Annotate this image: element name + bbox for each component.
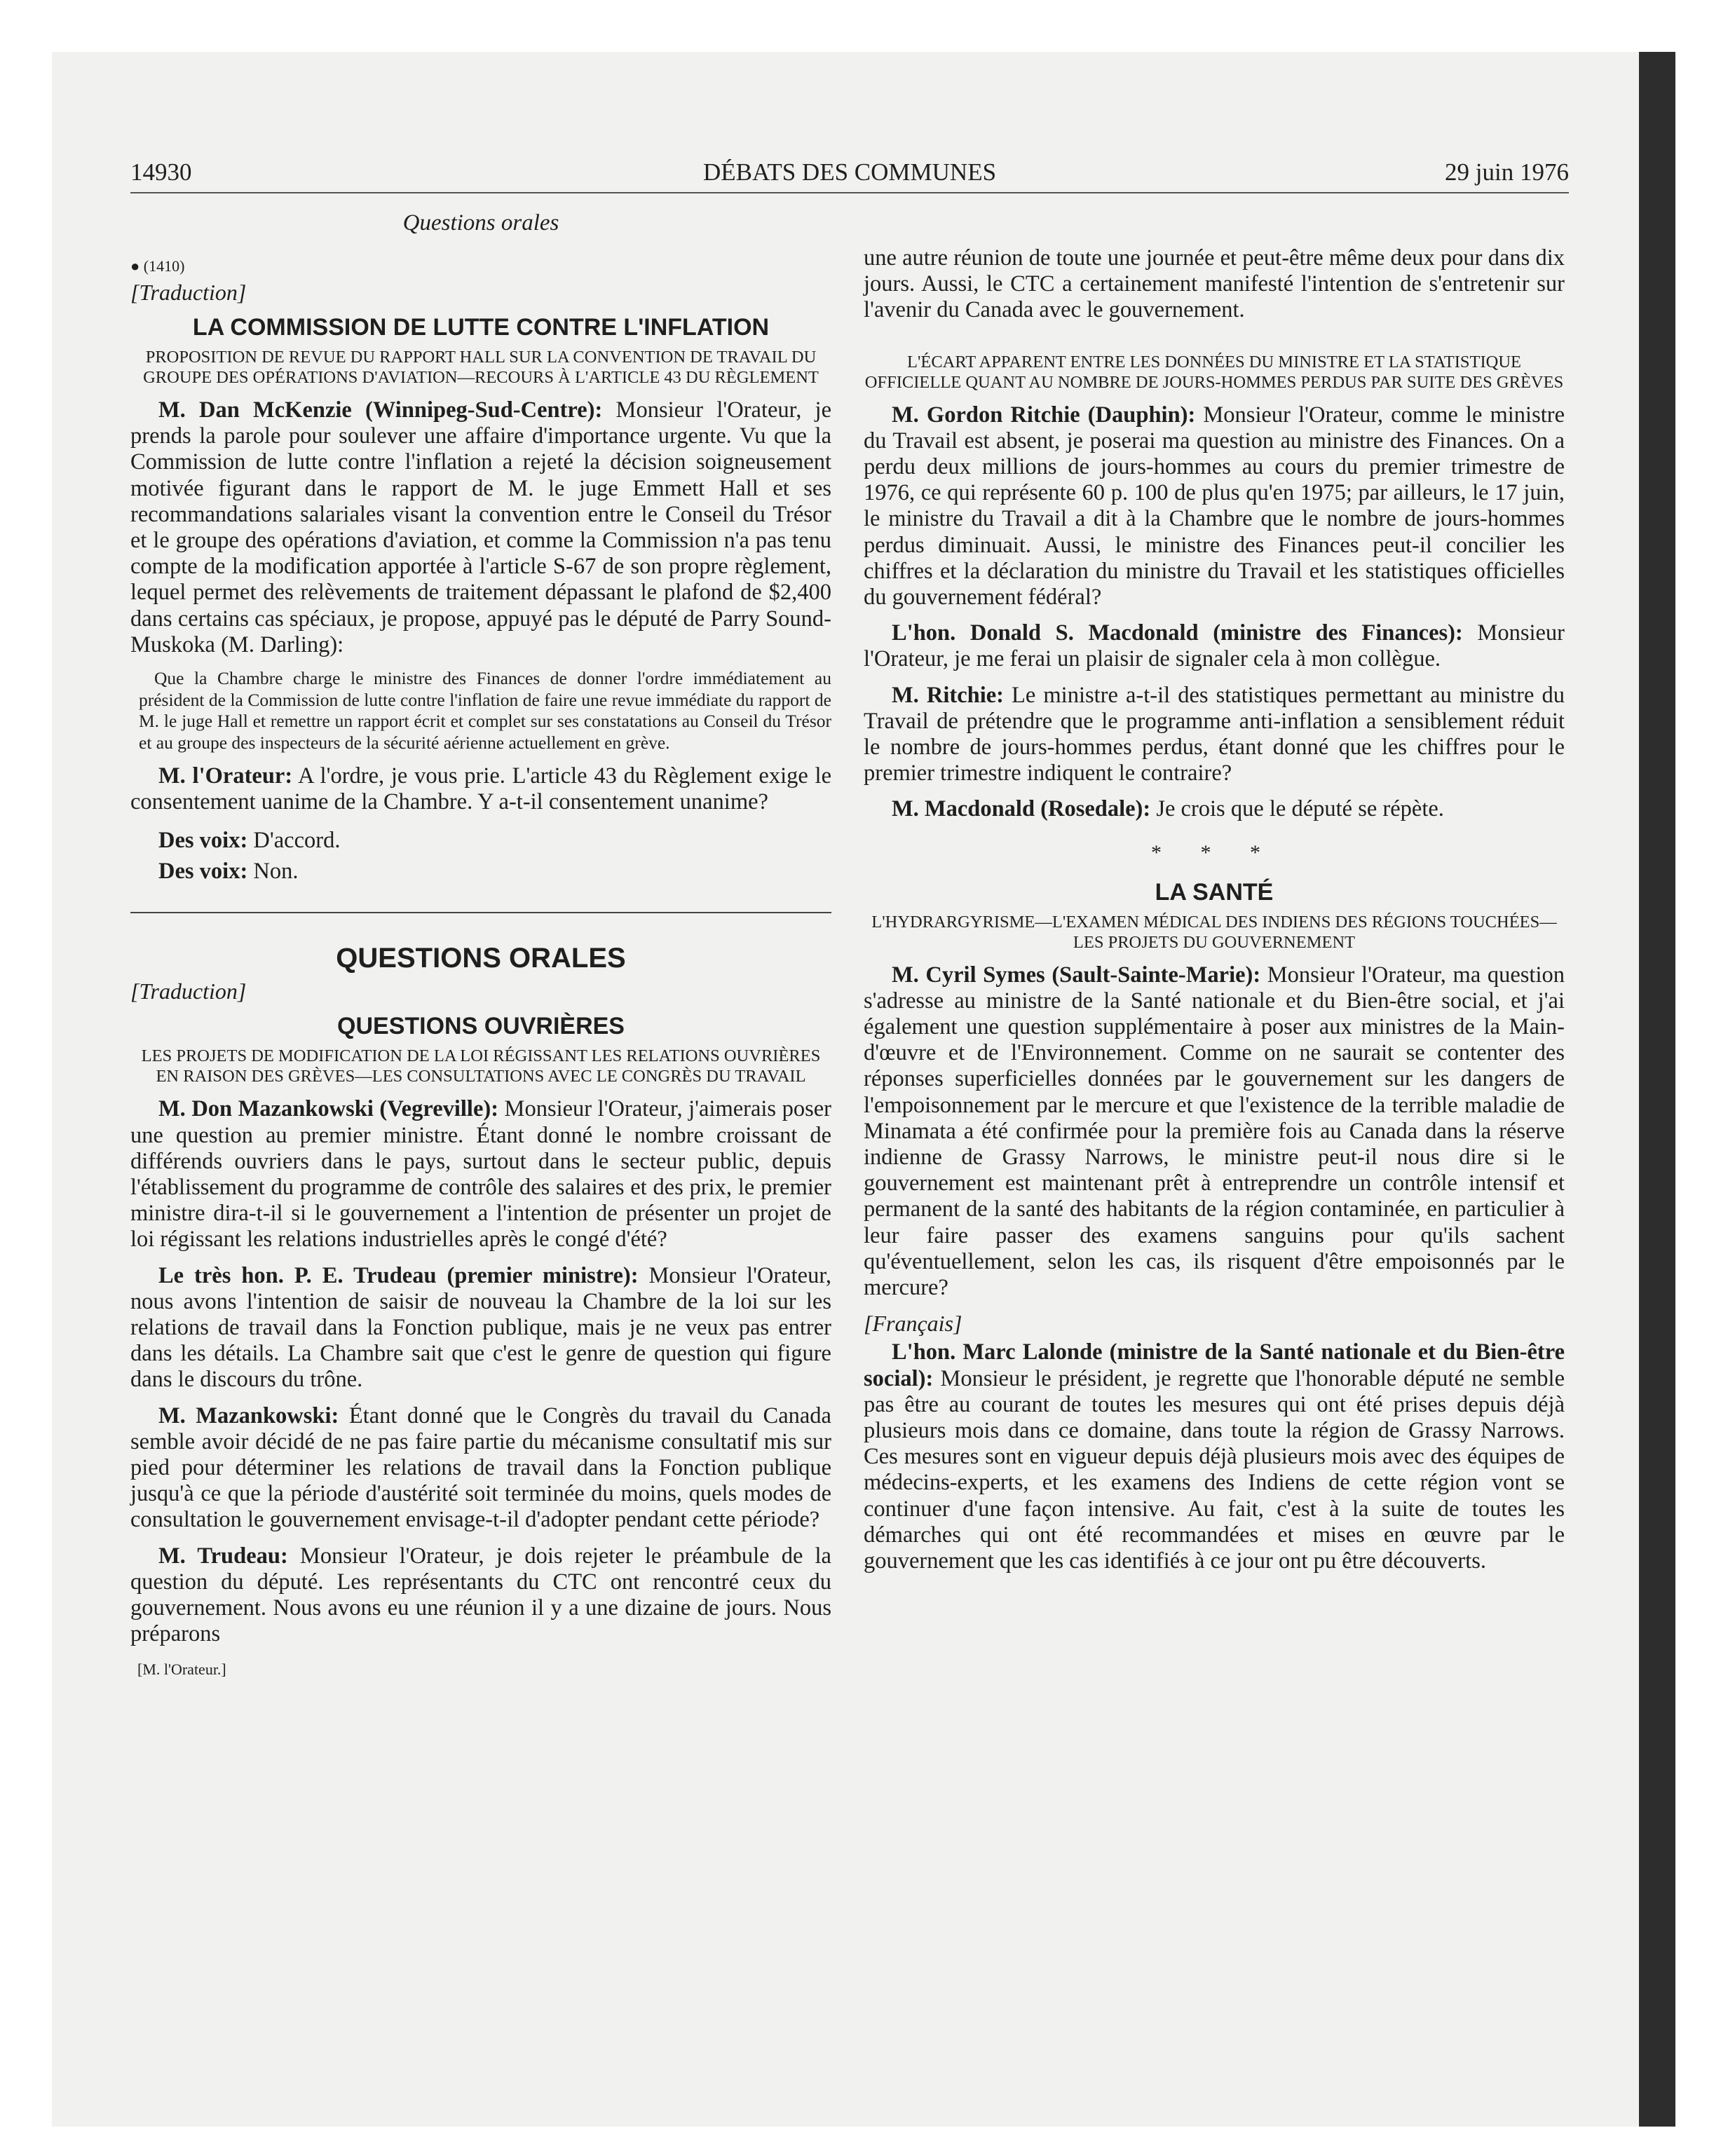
speech-paragraph bbox=[130, 1403, 831, 1534]
speaker-name: M. Macdonald (Rosedale): bbox=[892, 796, 1151, 822]
section-subheading: L'ÉCART APPARENT ENTRE LES DONNÉES DU MINISTRE ET LA STATISTIQUE OFFICIELLE QUANT AU NOMBRE DE JOURS-HOMMES PERDUS PAR SUITE DES GRÈVES bbox=[864, 352, 1564, 392]
speaker-name: Des voix: bbox=[158, 828, 248, 854]
speaker-name: L'hon. Marc Lalonde (ministre de la Santé nationale et du Bien-être social): bbox=[864, 1339, 1565, 1391]
speech-text: Monsieur l'Orateur, nous avons l'intention de saisir de nouveau la Chambre de la loi sur les relations de travail dans la Fonction publique, mais je ne veux pas entrer dans les détails. La Chambre sait que c'est le genre de question qui figure dans le discours du trône. bbox=[130, 1262, 832, 1393]
translation-note: [Traduction] bbox=[130, 280, 247, 305]
section-heading: LA COMMISSION DE LUTTE CONTRE L'INFLATION bbox=[192, 314, 770, 341]
speech-text: Non. bbox=[247, 859, 299, 885]
speech-text: Monsieur l'Orateur, ma question s'adresse au ministre de la Santé nationale et du Bien-être social, et j'ai également une question supplémentaire à poser aux ministres de la Main-d'œuvre et de l'Environnement. Comme on ne saurait se contenter des réponses superficielles données par le gouvernement sur les dangers de l'empoisonnement par le mercure et que l'existence de la terrible maladie de Minamata a été confirmée pour la première fois au Canada dans la réserve indienne de Grassy Narrows, le ministre peut-il nous dire si le gouvernement est maintenant prêt à entreprendre un contrôle intensif et permanent de la santé des habitants de la région contaminée, en particulier à leur faire passer des examens sanguins pour qu'ils sachent qu'éventuellement, selon les cas, ils risquent d'être empoisonnés par le mercure? bbox=[864, 962, 1565, 1301]
continued-paragraph: une autre réunion de toute une journée et peut-être même deux pour dans dix jours. Aussi, le CTC a certainement manifesté l'intention de s'entretenir sur l'avenir du Canada avec le gouvernement. bbox=[864, 245, 1565, 323]
speech-text: Monsieur l'Orateur, je prends la parole pour soulever une affaire d'importance urgente. Vu que la Commission de lutte contre l'inflation a rejeté la décision soigneusement motivée figurant dans le rapport de M. le juge Emmett Hall et ses recommandations salariales visant la convention entre le Conseil du Trésor et le groupe des opérations d'aviation, et comme la Commission n'a pas tenu compte de la modification apportée à l'article S-67 de son propre règlement, lequel permet des relèvements de traitement dépassant le plafond de $2,400 dans certains cas spéciaux, je propose, appuyé pas le député de Parry Sound-Muskoka (M. Darling): bbox=[130, 397, 832, 657]
speech-paragraph bbox=[864, 620, 1565, 672]
speech-paragraph bbox=[130, 397, 831, 658]
scan-edge-shadow bbox=[1639, 52, 1675, 2127]
speech-paragraph bbox=[864, 962, 1565, 1302]
time-marker: ● (1410) bbox=[130, 257, 185, 275]
page-number: 14930 bbox=[130, 158, 192, 186]
speech-text: D'accord. bbox=[247, 828, 341, 854]
speech-text: Étant donné que le Congrès du travail du Canada semble avoir décidé de ne pas faire partie du mécanisme consultatif mis sur pied pour déterminer les relations de travail dans la Fonction publique jusqu'à ce que la période d'austérité soit terminée du moins, quels modes de consultation le gouvernement envisage-t-il d'adopter pendant cette période? bbox=[130, 1403, 831, 1533]
page-header bbox=[130, 156, 1569, 193]
speech-paragraph bbox=[864, 796, 1565, 822]
speech-text: Monsieur l'Orateur, comme le ministre du Travail est absent, je poserai ma question au ministre des Finances. On a perdu deux millions de jours-hommes au cours du premier trimestre de 1976, ce qui représente 60 p. 100 de plus qu'en 1975; par ailleurs, le 17 juin, le ministre du Travail a dit à la Chambre que le nombre de jours-hommes perdus diminuait. Aussi, le ministre des Finances peut-il concilier les chiffres et la déclaration du ministre du Travail et les statistiques officielles du gouvernement fédéral? bbox=[864, 402, 1565, 610]
section-subheading: LES PROJETS DE MODIFICATION DE LA LOI RÉGISSANT LES RELATIONS OUVRIÈRES EN RAISON DES GRÈVES—LES CONSULTATIONS AVEC LE CONGRÈS DU TRAVAIL bbox=[141, 1046, 821, 1086]
speech-paragraph bbox=[864, 683, 1565, 787]
voices-line bbox=[158, 856, 831, 887]
speech-text: Le ministre a-t-il des statistiques permettant au ministre du Travail de prétendre que le programme anti-inflation a sensiblement réduit le nombre de jours-hommes perdus, étant donné que les chiffres pour le premier trimestre indiquent le contraire? bbox=[864, 682, 1565, 786]
language-note: [Français] bbox=[864, 1311, 962, 1337]
speaker-name: M. Mazankowski: bbox=[158, 1403, 339, 1428]
voices-line bbox=[158, 825, 831, 856]
speech-text: Je crois que le député se répète. bbox=[1150, 796, 1444, 822]
speech-text: Monsieur le président, je regrette que l'honorable député ne semble pas être au courant de toutes les mesures qui ont été prises depuis déjà plusieurs mois dans ce domaine, dans toute la région de Grassy Narrows. Ces mesures sont en vigueur depuis déjà plusieurs mois avec des équipes de médecins-experts, et les examens des Indiens de cette région vont se continuer d'une façon intensive. Au fait, c'est à la suite de toutes les démarches qui ont été recommandées et mises en œuvre par le gouvernement que les cas identifiés à ce jour ont pu être découverts. bbox=[864, 1365, 1565, 1574]
speaker-name: M. Dan McKenzie (Winnipeg-Sud-Centre): bbox=[158, 397, 603, 423]
speaker-name: M. Gordon Ritchie (Dauphin): bbox=[892, 402, 1196, 428]
right-column bbox=[864, 245, 1565, 1584]
section-divider bbox=[130, 912, 831, 913]
speech-paragraph bbox=[130, 1543, 831, 1648]
speech-text: Monsieur l'Orateur, je me ferai un plaisir de signaler cela à mon collègue. bbox=[864, 620, 1565, 672]
speech-paragraph bbox=[130, 1096, 831, 1253]
translation-note: [Traduction] bbox=[130, 978, 247, 1004]
speaker-name: M. Don Mazankowski (Vegreville): bbox=[158, 1096, 499, 1122]
speech-text: A l'ordre, je vous prie. L'article 43 du Règlement exige le consentement uanime de la Chambre. Y a-t-il consentement unanime? bbox=[130, 763, 831, 815]
section-subheading: L'HYDRARGYRISME—L'EXAMEN MÉDICAL DES INDIENS DES RÉGIONS TOUCHÉES—LES PROJETS DU GOUVERNEMENT bbox=[871, 912, 1557, 952]
section-heading: LA SANTÉ bbox=[1155, 878, 1274, 906]
speech-paragraph bbox=[130, 1263, 831, 1393]
speaker-name: M. Cyril Symes (Sault-Sainte-Marie): bbox=[892, 962, 1261, 988]
speaker-name: L'hon. Donald S. Macdonald (ministre des Finances): bbox=[892, 620, 1463, 646]
speech-text: Monsieur l'Orateur, je dois rejeter le préambule de la question du député. Les représentants du CTC ont rencontré ceux du gouvernement. Nous avons eu une réunion il y a une dizaine de jours. Nous préparons bbox=[130, 1543, 831, 1647]
speaker-name: M. Trudeau: bbox=[158, 1543, 288, 1569]
speech-paragraph bbox=[130, 763, 831, 815]
speaker-name: Des voix: bbox=[158, 859, 248, 885]
speech-text: Monsieur l'Orateur, j'aimerais poser une question au premier ministre. Étant donné le nombre croissant de différends ouvriers dans le pays, surtout dans le secteur public, depuis l'établissement du programme de contrôle des salaires et des prix, le premier ministre dira-t-il si le gouvernement a l'intention de présenter un projet de loi régissant les relations industrielles après le congé d'été? bbox=[130, 1096, 831, 1253]
speaker-name: Le très hon. P. E. Trudeau (premier ministre): bbox=[158, 1262, 639, 1288]
speaker-name: M. Ritchie: bbox=[892, 682, 1004, 708]
left-column bbox=[130, 210, 831, 1679]
running-head: Questions orales bbox=[402, 210, 559, 236]
section-subheading: PROPOSITION DE REVUE DU RAPPORT HALL SUR LA CONVENTION DE TRAVAIL DU GROUPE DES OPÉRATIONS D'AVIATION—RECOURS À L'ARTICLE 43 DU RÈGLEMENT bbox=[143, 348, 819, 387]
speech-paragraph bbox=[864, 1339, 1565, 1574]
footer-note: [M. l'Orateur.] bbox=[137, 1660, 226, 1678]
section-heading: QUESTIONS OUVRIÈRES bbox=[337, 1013, 625, 1040]
page-date: 29 juin 1976 bbox=[1445, 158, 1569, 186]
section-separator-stars: * * * bbox=[1151, 840, 1277, 864]
section-title: QUESTIONS ORALES bbox=[336, 943, 626, 974]
speech-paragraph bbox=[864, 402, 1565, 611]
motion-text: Que la Chambre charge le ministre des Finances de donner l'ordre immédiatement au président de la Commission de lutte contre l'inflation de faire une revue immédiate du rapport de M. le juge Hall et remettre un rapport écrit et complet sur ses constatations au Conseil du Trésor et au groupe des inspecteurs de la sécurité aérienne actuellement en grève. bbox=[139, 668, 831, 753]
journal-title: DÉBATS DES COMMUNES bbox=[702, 158, 997, 186]
speaker-name: M. l'Orateur: bbox=[158, 763, 293, 789]
